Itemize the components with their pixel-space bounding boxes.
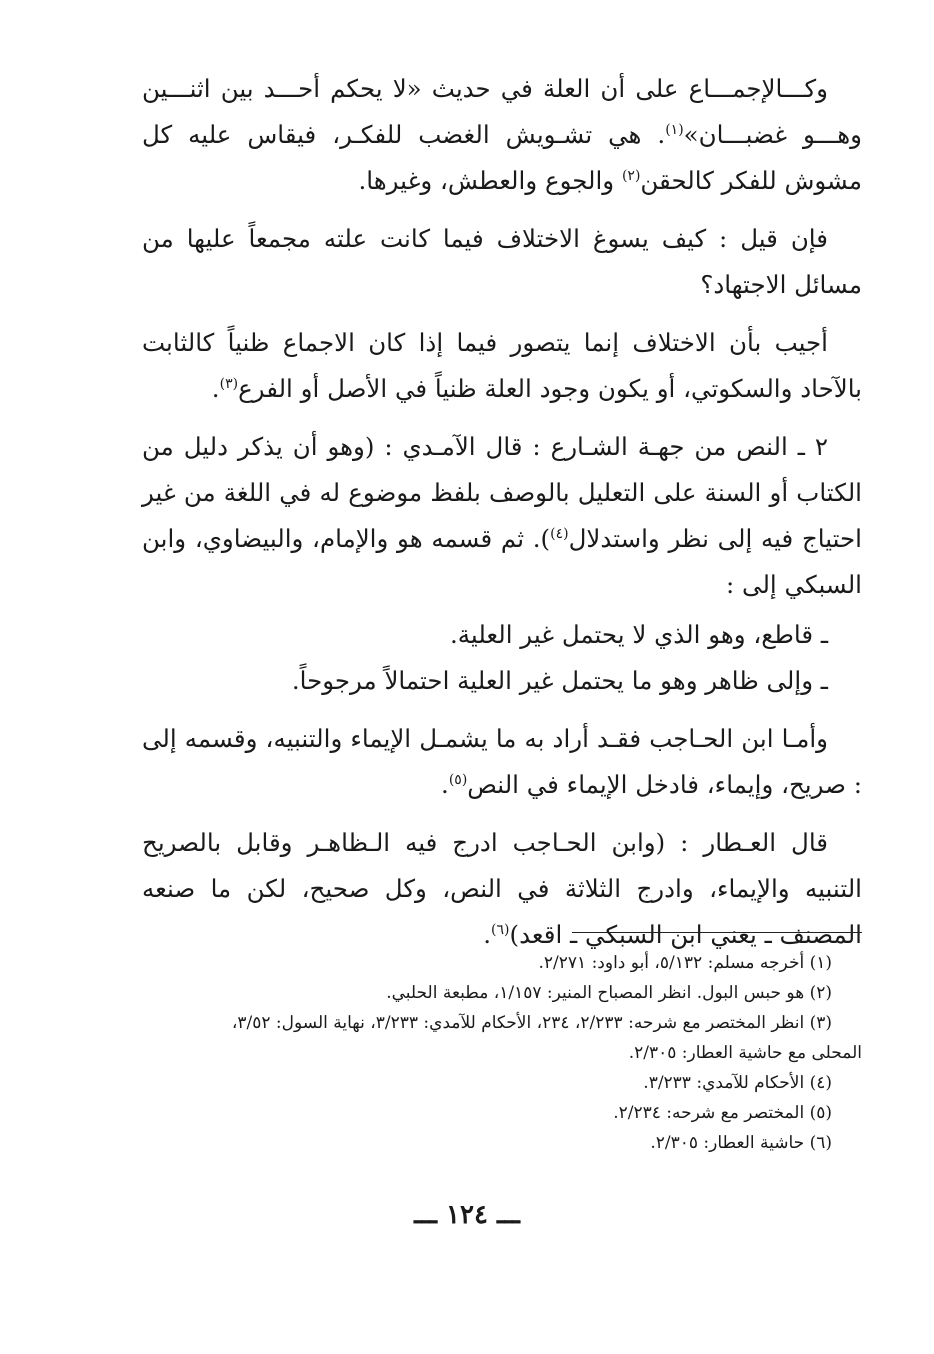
paragraph-answer xyxy=(142,320,862,412)
main-text xyxy=(142,66,862,970)
footnote-ref: (٣) xyxy=(219,375,239,392)
paragraph-attar xyxy=(142,820,862,958)
paragraph-ijma xyxy=(142,66,862,204)
footnotes xyxy=(142,948,862,1158)
paragraph-text: قال العـطار : (وابن الحـاجب ادرج فيه الـظاهـر وقابل بالصريح التنبيه والإيماء، وادرج الثلاثة في النص، وكل صحيح، لكن ما صنعه المصنف ـ يعني ابن السبكي ـ اقعد) xyxy=(142,828,862,949)
paragraph-text: . xyxy=(211,374,220,403)
footnote: (١) أخرجه مسلم: ٥/١٣٢، أبو داود: ٢/٢٧١. xyxy=(538,953,832,973)
paragraph-text: وأمـا ابن الحـاجب فقـد أراد به ما يشمـل الإيماء والتنبيه، وقسمه إلى : صريح، وإيماء، فادخل الإيماء في النص xyxy=(142,724,862,799)
paragraph-text: ). ثم قسمه هو والإمام، والبيضاوي، وابن السبكي إلى : xyxy=(142,524,862,599)
paragraph-text: . هي تشـويش الغضب للفكـر، فيقاس عليه كل مشوش للفكر كالحقن xyxy=(142,120,862,195)
footnote: (٥) المختصر مع شرحه: ٢/٢٣٤. xyxy=(613,1103,832,1123)
paragraph-text: فإن قيل : كيف يسوغ الاختلاف فيما كانت علته مجمعاً عليها من مسائل الاجتهاد؟ xyxy=(142,224,862,299)
paragraph-nass xyxy=(142,424,862,608)
footnote: (٦) حاشية العطار: ٢/٣٠٥. xyxy=(650,1133,832,1153)
paragraph-ibn-hajib xyxy=(142,716,862,808)
paragraph-question xyxy=(142,216,862,308)
footnote-ref: (٢) xyxy=(621,167,641,184)
bullet-list xyxy=(142,612,862,704)
footnote: (٤) الأحكام للآمدي: ٣/٢٣٣. xyxy=(643,1073,832,1093)
footnote: (٣) انظر المختصر مع شرحه: ٢/٢٣٣، ٢٣٤، الأحكام للآمدي: ٣/٢٣٣، نهاية السول: ٣/٥٢، xyxy=(231,1013,832,1033)
footnote: (٢) هو حبس البول. انظر المصباح المنير: ١/١٥٧، مطبعة الحلبي. xyxy=(386,983,832,1003)
list-item: ـ قاطع، وهو الذي لا يحتمل غير العلية. xyxy=(450,620,828,649)
footnote-ref: (١) xyxy=(665,121,684,138)
footnote-continuation: المحلى مع حاشية العطار: ٢/٣٠٥. xyxy=(628,1043,862,1063)
paragraph-text: والجوع والعطش، وغيرها. xyxy=(358,166,622,195)
paragraph-text: أجيب بأن الاختلاف إنما يتصور فيما إذا كان الاجماع ظنياً كالثابت بالآحاد والسكوتي، أو يكون وجود العلة ظنياً في الأصل أو الفرع xyxy=(142,328,862,403)
footnote-ref: (٥) xyxy=(448,771,468,788)
footnote-ref: (٦) xyxy=(491,921,510,938)
paragraph-text: . xyxy=(483,920,492,949)
paragraph-text: ٢ ـ النص من جهـة الشـارع : قال الآمـدي : (وهو أن يذكر دليل من الكتاب أو السنة على التعليل بالوصف بلفظ موضوع له في اللغة من غير احتياج فيه إلى نظر واستدلال xyxy=(142,432,862,553)
page-number: ـــ ١٢٤ ـــ xyxy=(414,1200,520,1230)
footnote-divider xyxy=(572,932,862,933)
paragraph-text: وكـــالإجمـــاع على أن العلة في حديث «لا يحكم أحـــد بين اثنـــين وهـــو غضبـــان» xyxy=(142,74,862,149)
footnote-ref: (٤) xyxy=(550,525,569,542)
paragraph-text: . xyxy=(441,770,449,799)
list-item: ـ وإلى ظاهر وهو ما يحتمل غير العلية احتمالاً مرجوحاً. xyxy=(291,666,828,695)
